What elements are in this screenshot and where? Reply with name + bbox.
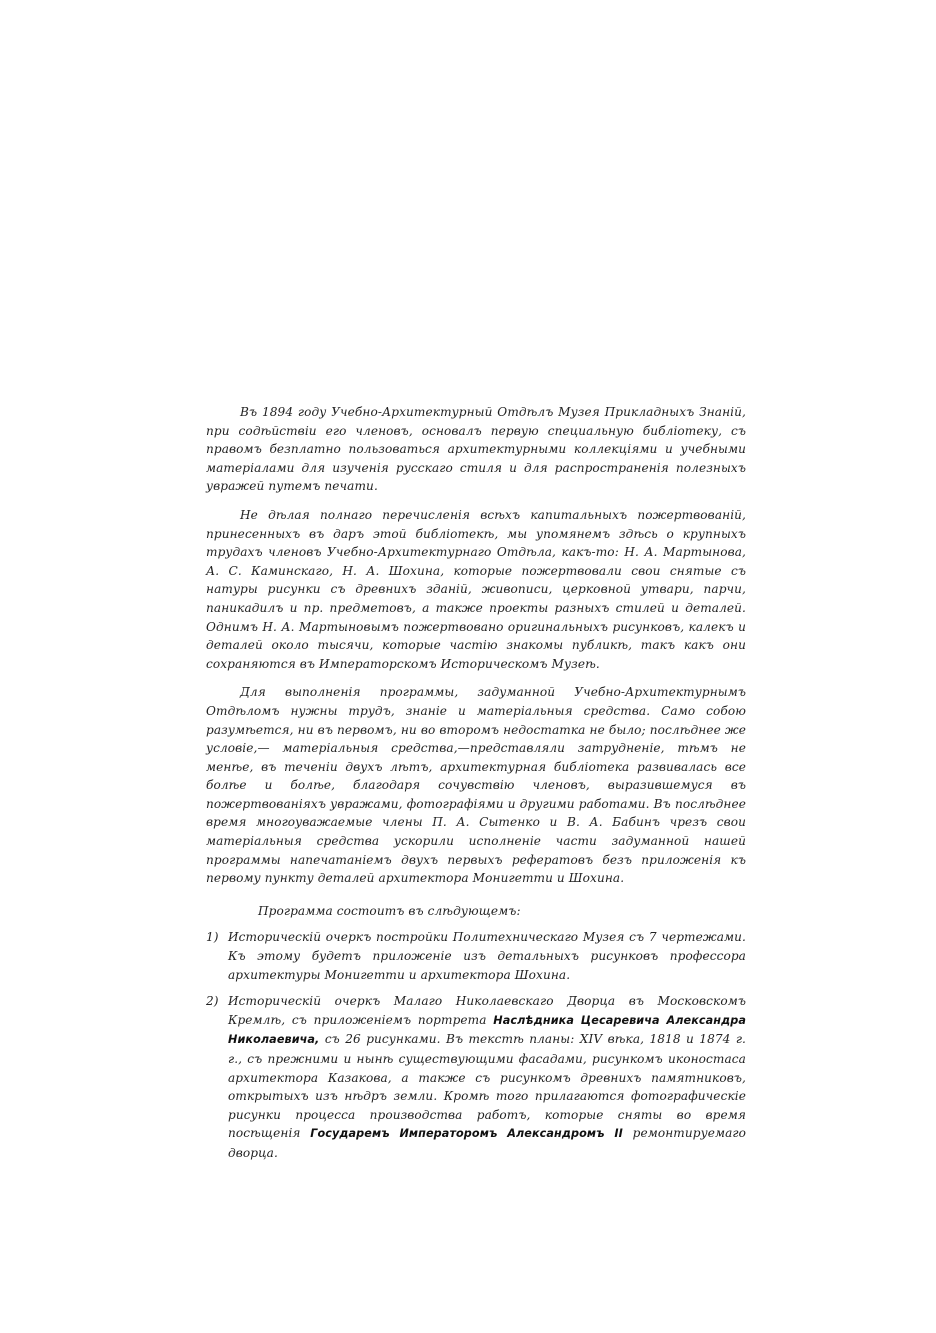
list-item-text	[228, 992, 746, 1162]
list-item-text-part: ремонтируемаго дворца.	[228, 1126, 746, 1160]
heir-name-bold: Наслѣдника Цесаревича Александра Николаевича,	[228, 1013, 746, 1047]
text-block	[206, 403, 746, 1171]
list-item-text: Историческій очеркъ постройки Политехническаго Музея съ 7 чертежами. Къ этому будетъ приложеніе изъ детальныхъ рисунковъ профессора архитектуры Монигетти и архитектора Шохина.	[228, 930, 746, 982]
list-item-1	[206, 928, 746, 984]
list-number: 1)	[206, 930, 219, 945]
list-item-text-part: Историческій очеркъ Малаго Николаевскаго Дворца въ Московскомъ Кремлѣ, съ приложеніемъ портрета	[228, 994, 746, 1027]
program-intro: Программа состоитъ въ слѣдующемъ:	[258, 903, 521, 918]
list-item-2	[206, 992, 746, 1162]
list-number: 2)	[206, 994, 219, 1009]
emperor-name-bold: Государемъ Императоромъ Александромъ II	[310, 1127, 623, 1141]
paragraph-donations: Не дѣлая полнаго перечисленія всѣхъ капитальныхъ пожертвованій, принесенныхъ въ даръ этой библіотекѣ, мы упомянемъ здѣсь о крупныхъ трудахъ членовъ Учебно-Архитектурнаго Отдѣла, какъ-то: Н. А. Мартынова, А. С. Каминскаго, Н. А. Шохина, которые пожертвовали свои снятые съ натуры рисунки съ древнихъ зданій, живописи, церковной утвари, парчи, паникадилъ и пр. предметовъ, а также проекты разныхъ стилей и деталей. Однимъ Н. А. Мартыновымъ пожертвовано оригинальныхъ рисунковъ, калекъ и деталей около тысячи, которые частію знакомы публикѣ, такъ какъ они сохраняются въ Императорскомъ Историческомъ Музеѣ.	[206, 507, 746, 671]
paragraph-library-founding: Въ 1894 году Учебно-Архитектурный Отдѣлъ Музея Прикладныхъ Знаній, при содѣйствіи его членовъ, основалъ первую специальную библіотеку, съ правомъ безплатно пользоваться архитектурными коллекціями и учебными матеріалами для изученія русскаго стиля и для распространенія полезныхъ увражей путемъ печати.	[206, 405, 746, 494]
list-item-text-part: съ 26 рисунками. Въ текстѣ планы: XIV вѣка, 1818 и 1874 г. г., съ прежними и нынѣ существующими фасадами, рисункомъ иконостаса архитектора Казакова, а также съ рисункомъ древнихъ памятниковъ, открытыхъ изъ нѣдръ земли. Кромѣ того прилагаются фотографическіе рисунки процесса производства работъ, которые сняты во время посѣщенія	[228, 1032, 746, 1141]
paragraph-program-means: Для выполненія программы, задуманной Учебно-Архитектурнымъ Отдѣломъ нужны трудъ, знаніе и матеріальныя средства. Само собою разумѣется, ни въ первомъ, ни во второмъ недостатка не было; послѣднее же условіе,— матеріальныя средства,—представляли затрудненіе, тѣмъ не менѣе, въ теченіи двухъ лѣтъ, архитектурная библіотека развивалась все болѣе и болѣе, благодаря сочувствію членовъ, выразившемуся въ пожертвованіяхъ увражами, фотографіями и другими работами. Въ послѣднее время многоуважаемые члены П. А. Сытенко и В. А. Бабинъ чрезъ свои матеріальныя средства ускорили исполненіе части задуманной нашей программы напечатаніемъ двухъ первыхъ рефератовъ безъ приложенія къ первому пункту деталей архитектора Монигетти и Шохина.	[206, 685, 746, 886]
